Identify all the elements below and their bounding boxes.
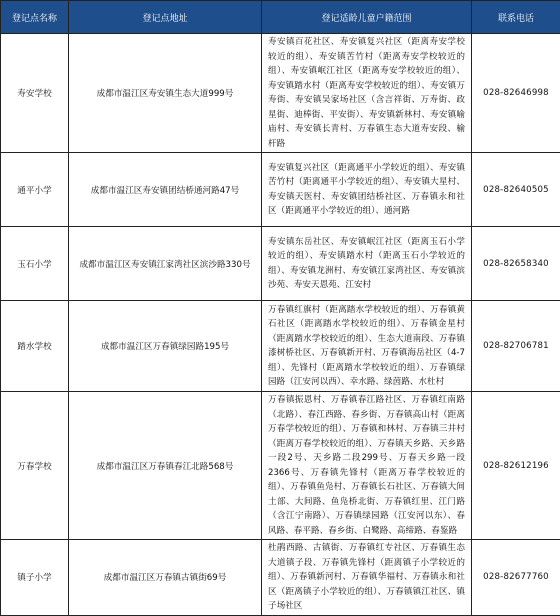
header-name: 登记点名称	[1, 1, 69, 34]
cell-scope: 寿安镇东岳社区、寿安镇岷江社区（距离玉石小学较近的组）、寿安镇踏水村（距离玉石小学较近的组）、寿安镇龙洲村、寿安镇江家湾社区、寿安镇滨沙苑、寿安天恩苑、江安村	[262, 227, 472, 301]
cell-address: 成都市温江区寿安镇团结桥通河路47号	[69, 153, 262, 227]
header-phone: 联系电话	[472, 1, 560, 34]
cell-name: 玉石小学	[1, 227, 69, 301]
cell-phone: 028-82612196	[472, 392, 560, 540]
cell-name: 寿安学校	[1, 34, 69, 153]
cell-address: 成都市温江区寿安镇江家湾社区滨沙路330号	[69, 227, 262, 301]
cell-address: 成都市温江区万春镇绿园路195号	[69, 301, 262, 392]
cell-name: 通平小学	[1, 153, 69, 227]
cell-scope: 寿安镇百花社区、寿安镇复兴社区（距离寿安学校较近的组）、寿安镇苦竹村（距离寿安学校较近的组）、寿安镇岷江社区（距离寿安学校较近的组）、寿安镇踏水村（距离寿安学校较近的组）、寿安镇万寿街、寿安镇吴家场社区（含言祥街、万寿街、政星街、迪棒街、平安街）、寿安镇新林村、寿安镇喻庙村、寿安镇长青村、万春镇生态大道寿安段、榆杆路	[262, 34, 472, 153]
cell-name: 镇子小学	[1, 540, 69, 616]
cell-phone: 028-82677760	[472, 540, 560, 616]
cell-name: 万春学校	[1, 392, 69, 540]
table-row	[1, 153, 560, 227]
header-address: 登记点地址	[69, 1, 262, 34]
cell-phone: 028-82646998	[472, 34, 560, 153]
cell-phone: 028-82640505	[472, 153, 560, 227]
table-row	[1, 301, 560, 392]
cell-phone: 028-82658340	[472, 227, 560, 301]
table-header-row	[1, 1, 560, 34]
table-row	[1, 392, 560, 540]
cell-scope: 杜鹃西路、古镇街、万春镇红专社区、万春镇生态大道镇子段、万春镇先锋村（距离镇子小学较近的组）、万春镇新河村、万春镇华福村、万春镇永和社区（距离镇子小学较近的组）、万春镇镇江社区、镇子场社区	[262, 540, 472, 616]
table-row	[1, 34, 560, 153]
cell-scope: 万春镇振恩村、万春镇春江路社区、万春镇红南路（北路）、春江西路、春乡街、万春镇高山村（距离万春学校较近的组）、万春镇和林村、万春镇三井村（距离万春学校较近的组）、万春镇天乡路、天乡路一段2号、天乡路二段299号、万春天乡路一段2366号、万春镇先锋村（距离万春学校较近的组）、万春镇鱼凫村、万春镇长石社区、万春镇大间土部、大间路、鱼凫桥北街、万春镇红里、江门路（含江宁南路）、万春镇绿园路（江安河以东）、春风路、春平路、春乡街、白鹭路、高缔路、春鉴路	[262, 392, 472, 540]
cell-address: 成都市温江区寿安镇生态大道999号	[69, 34, 262, 153]
header-scope: 登记适龄儿童户籍范围	[262, 1, 472, 34]
cell-scope: 万春镇红旗村（距离踏水学校较近的组）、万春镇黄石社区（距离踏水学校较近的组）、万春镇金星村（距离踏水学校较近的组）、生态大道南段、万春镇漆树桥社区、万春镇新开村、万春镇海岳社区（4-7组）、先锋村（距离踏水学校较近的组）、万春镇绿园路（江安河以西）、幸水路、绿茵路、水杜村	[262, 301, 472, 392]
table-row	[1, 540, 560, 616]
cell-phone: 028-82706781	[472, 301, 560, 392]
cell-scope: 寿安镇复兴社区（距离通平小学较近的组）、寿安镇苦竹村（距离通平小学较近的组）、寿安镇大星村、寿安镇天医村、寿安镇团结桥社区、万春镇永和社区（距离通平小学较近的组）、通河路	[262, 153, 472, 227]
cell-name: 踏水学校	[1, 301, 69, 392]
table-row	[1, 227, 560, 301]
cell-address: 成都市温江区万春镇春江北路568号	[69, 392, 262, 540]
cell-address: 成都市温江区万春镇古镇街69号	[69, 540, 262, 616]
